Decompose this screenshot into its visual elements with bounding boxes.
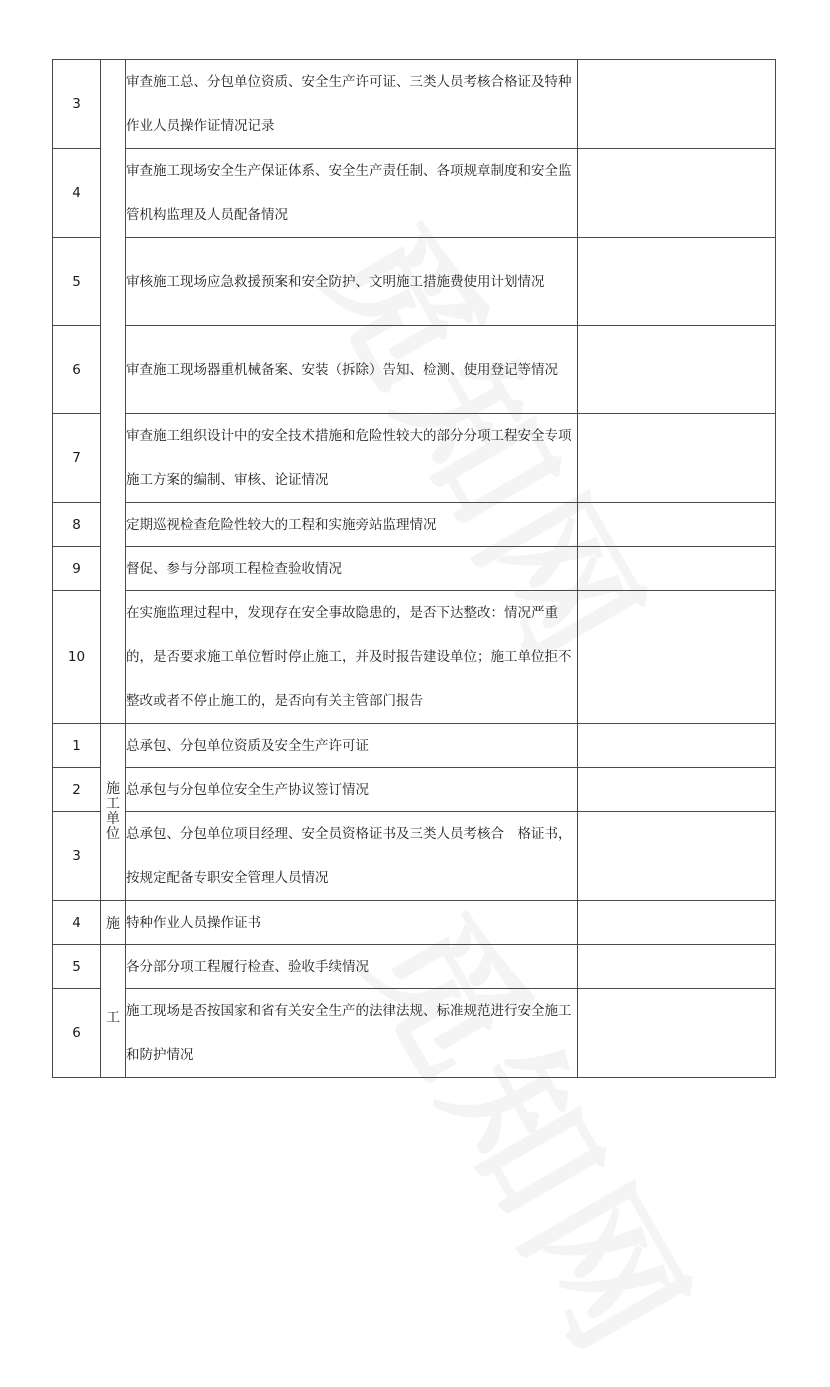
- table-row: [53, 149, 776, 238]
- check-item-text: 定期巡视检查危险性较大的工程和实施旁站监理情况: [126, 503, 578, 547]
- row-number: 3: [53, 60, 101, 149]
- check-item-text: 各分部分项工程履行检查、验收手续情况: [126, 945, 578, 989]
- result-cell: [578, 768, 776, 812]
- check-item-text: 总承包与分包单位安全生产协议签订情况: [126, 768, 578, 812]
- result-cell: [578, 503, 776, 547]
- result-cell: [578, 945, 776, 989]
- row-number: 5: [53, 238, 101, 326]
- row-number: 7: [53, 414, 101, 503]
- result-cell: [578, 238, 776, 326]
- unit-cell-blank: [101, 60, 126, 724]
- result-cell: [578, 591, 776, 724]
- result-cell: [578, 989, 776, 1078]
- check-item-text: 审查施工现场器重机械备案、安装（拆除）告知、检测、使用登记等情况: [126, 326, 578, 414]
- row-number: 8: [53, 503, 101, 547]
- table-row: [53, 547, 776, 591]
- unit-label: 施工单位: [106, 781, 120, 842]
- row-number: 1: [53, 724, 101, 768]
- table-row: [53, 503, 776, 547]
- table-row: [53, 945, 776, 989]
- result-cell: [578, 724, 776, 768]
- check-item-text: 审查施工组织设计中的安全技术措施和危险性较大的部分分项工程安全专项施工方案的编制、审核、论证情况: [126, 414, 578, 503]
- check-item-text: 总承包、分包单位资质及安全生产许可证: [126, 724, 578, 768]
- check-item-text: 施工现场是否按国家和省有关安全生产的法律法规、标准规范进行安全施工和防护情况: [126, 989, 578, 1078]
- safety-checklist-table: [52, 59, 776, 1078]
- row-number: 2: [53, 768, 101, 812]
- row-number: 6: [53, 989, 101, 1078]
- result-cell: [578, 149, 776, 238]
- result-cell: [578, 901, 776, 945]
- result-cell: [578, 326, 776, 414]
- check-item-text: 审查施工现场安全生产保证体系、安全生产责任制、各项规章制度和安全监管机构监理及人员配备情况: [126, 149, 578, 238]
- check-item-text: 在实施监理过程中，发现存在安全事故隐患的，是否下达整改：情况严重的，是否要求施工单位暂时停止施工，并及时报告建设单位；施工单位拒不整改或者不停止施工的，是否向有关主管部门报告: [126, 591, 578, 724]
- row-number: 4: [53, 901, 101, 945]
- table-row: [53, 326, 776, 414]
- table-row: [53, 414, 776, 503]
- table-row: [53, 60, 776, 149]
- check-item-text: 审核施工现场应急救援预案和安全防护、文明施工措施费使用计划情况: [126, 238, 578, 326]
- result-cell: [578, 547, 776, 591]
- check-item-text: 审查施工总、分包单位资质、安全生产许可证、三类人员考核合格证及特种作业人员操作证情况记录: [126, 60, 578, 149]
- check-item-text: 总承包、分包单位项目经理、安全员资格证书及三类人员考核合 格证书，按规定配备专职安全管理人员情况: [126, 812, 578, 901]
- check-item-text: 特种作业人员操作证书: [126, 901, 578, 945]
- result-cell: [578, 812, 776, 901]
- table-row: [53, 238, 776, 326]
- unit-label-cell: [101, 945, 126, 1078]
- row-number: 5: [53, 945, 101, 989]
- unit-label: 施: [106, 915, 120, 932]
- unit-label-cell: [101, 724, 126, 901]
- table-row: [53, 989, 776, 1078]
- table-row: [53, 724, 776, 768]
- row-number: 4: [53, 149, 101, 238]
- result-cell: [578, 414, 776, 503]
- row-number: 3: [53, 812, 101, 901]
- row-number: 6: [53, 326, 101, 414]
- row-number: 9: [53, 547, 101, 591]
- table-row: [53, 591, 776, 724]
- table-row: [53, 768, 776, 812]
- unit-label-cell: [101, 901, 126, 945]
- table-row: [53, 901, 776, 945]
- table-row: [53, 812, 776, 901]
- check-item-text: 督促、参与分部项工程检查验收情况: [126, 547, 578, 591]
- result-cell: [578, 60, 776, 149]
- row-number: 10: [53, 591, 101, 724]
- unit-label: 工: [106, 1010, 120, 1026]
